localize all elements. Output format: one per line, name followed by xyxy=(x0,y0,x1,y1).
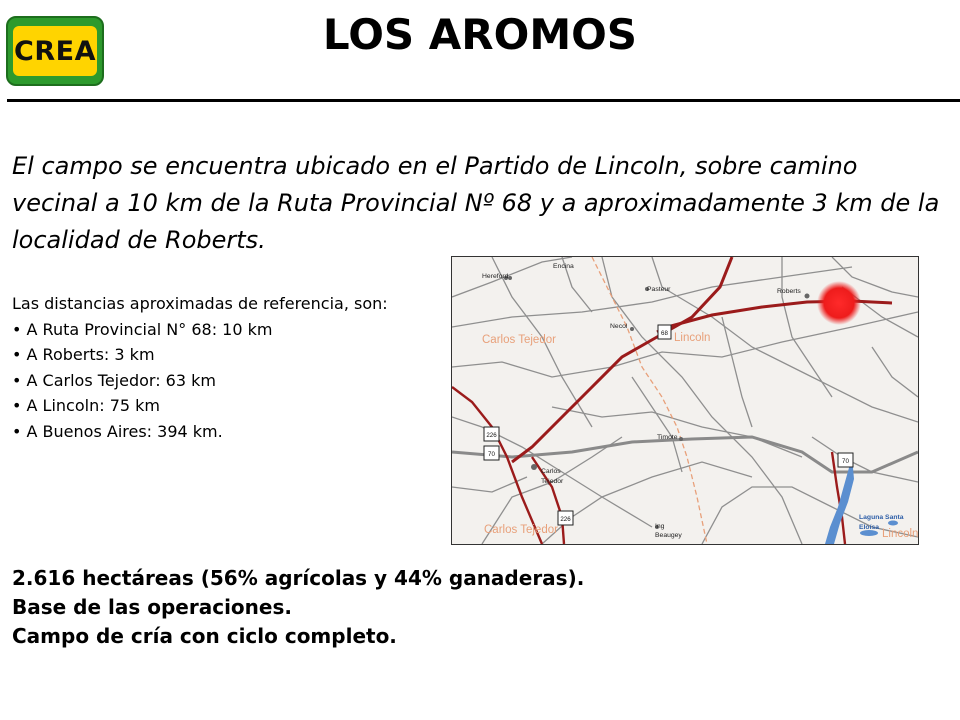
map-town-label: Tejedor xyxy=(541,478,564,485)
route-shield-label: 226 xyxy=(486,432,497,439)
summary-line: Campo de cría con ciclo completo. xyxy=(12,624,397,648)
route-shield-label: 226 xyxy=(560,516,571,523)
map-town-label: Beaugey xyxy=(655,532,682,539)
route-shield xyxy=(484,446,499,460)
distances-list xyxy=(12,291,437,444)
distances-heading: Las distancias aproximadas de referencia, son: xyxy=(12,294,388,313)
map-lake-label: Eloísa xyxy=(859,524,880,531)
route-shield-label: 70 xyxy=(842,458,849,465)
map-town-label: Carlos xyxy=(541,468,561,475)
summary-line: 2.616 hectáreas (56% agrícolas y 44% ganaderas). xyxy=(12,566,585,590)
distance-item: • A Carlos Tejedor: 63 km xyxy=(12,370,216,390)
map-partido-label: Lincoln xyxy=(882,528,918,540)
summary-block xyxy=(12,564,912,651)
distance-item: • A Lincoln: 75 km xyxy=(12,396,160,415)
map-partido-label: Carlos Tejedor xyxy=(482,334,556,346)
route-shield xyxy=(484,427,499,441)
distance-item: • A Buenos Aires: 394 km. xyxy=(12,421,223,441)
crea-logo-text: CREA xyxy=(14,35,96,67)
route-shield-label: 70 xyxy=(488,451,495,458)
distance-item: • A Roberts: 3 km xyxy=(12,345,155,364)
map-town-label: Necol xyxy=(610,323,628,330)
location-marker xyxy=(817,281,861,325)
route-shield-label: 68 xyxy=(661,330,668,337)
distance-item: • A Ruta Provincial N° 68: 10 km xyxy=(12,319,273,339)
summary-line: Base de las operaciones. xyxy=(12,595,292,619)
map-lake-label: Laguna Santa xyxy=(859,514,904,521)
map-partido-label: Carlos Tejedor xyxy=(484,524,558,536)
map-partido-label: Lincoln xyxy=(674,332,711,344)
map-town-label: Roberts xyxy=(777,288,801,295)
route-shield xyxy=(658,325,671,339)
route-shield xyxy=(558,511,573,525)
map-town-label: Encina xyxy=(553,263,574,270)
map-town-label: Pasteur xyxy=(647,286,671,293)
map-town-label: Hereford xyxy=(482,273,509,280)
lake-small xyxy=(888,521,898,526)
map-town-label: Ing xyxy=(655,523,665,530)
page-title: LOS AROMOS xyxy=(322,10,638,59)
location-map xyxy=(451,256,919,545)
title-divider xyxy=(7,99,960,102)
location-map-svg xyxy=(452,257,918,544)
intro-paragraph: El campo se encuentra ubicado en el Partido de Lincoln, sobre camino vecinal a 10 km de la Ruta Provincial Nº 68 y a aproximadamente 3 km de la localidad de Roberts. xyxy=(12,152,940,254)
map-town-label: Timote xyxy=(657,434,678,441)
route-shield xyxy=(838,453,853,467)
